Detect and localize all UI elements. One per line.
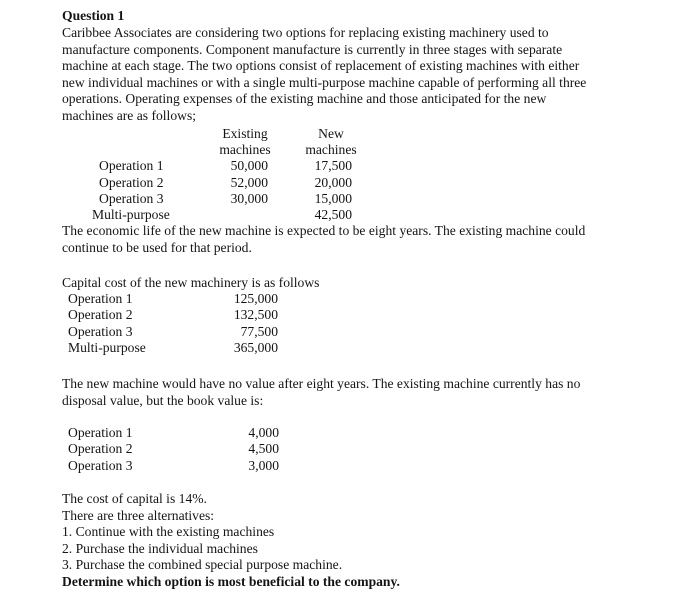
alternative-item: 1. Continue with the existing machines	[62, 524, 275, 540]
row-label: Operation 1	[99, 158, 164, 173]
capital-value: 125,000	[233, 291, 278, 306]
book-value: 4,500	[248, 441, 279, 456]
row-label: Operation 1	[68, 425, 133, 440]
intro-line: manufacture components. Component manufacture is currently in three stages with separate	[62, 41, 563, 57]
alternative-item: 3. Purchase the combined special purpose machine.	[62, 557, 343, 573]
intro-line: machines are as follows;	[62, 107, 197, 123]
existing-value: 52,000	[230, 175, 268, 190]
question-title: Question 1	[62, 8, 125, 23]
intro-line: machine at each stage. The two options consist of replacement of existing machines with either	[62, 58, 580, 74]
intro-paragraph	[62, 25, 586, 125]
economic-life-paragraph	[62, 223, 585, 256]
new-value: 17,500	[314, 158, 352, 173]
row-label: Operation 3	[99, 191, 164, 206]
closing-section	[62, 491, 400, 591]
cost-of-capital: The cost of capital is 14%.	[62, 491, 207, 506]
existing-value: 30,000	[230, 191, 268, 206]
life-line: The economic life of the new machine is expected to be eight years. The existing machine could	[62, 223, 586, 238]
capital-value: 132,500	[233, 307, 278, 322]
row-label: Multi-purpose	[68, 340, 146, 355]
book-line: disposal value, but the book value is:	[62, 392, 264, 408]
row-label: Operation 1	[68, 291, 133, 306]
capital-value: 77,500	[240, 324, 278, 339]
col-header-new: New	[318, 126, 344, 141]
new-value: 42,500	[314, 207, 352, 222]
row-label: Operation 2	[99, 175, 164, 190]
row-label: Operation 2	[68, 441, 133, 456]
col-header-existing: Existing	[222, 126, 268, 141]
col-header-new-2: machines	[305, 142, 357, 157]
capital-value: 365,000	[233, 340, 278, 355]
intro-line: operations. Operating expenses of the existing machine and those anticipated for the new	[62, 91, 547, 107]
life-line: continue to be used for that period.	[62, 239, 252, 255]
book-value-paragraph	[62, 376, 580, 409]
new-value: 20,000	[314, 175, 352, 190]
book-value: 4,000	[248, 425, 279, 440]
row-label: Multi-purpose	[92, 207, 170, 222]
alternatives-intro: There are three alternatives:	[62, 507, 215, 523]
capital-heading: Capital cost of the new machinery is as follows	[62, 275, 320, 290]
row-label: Operation 3	[68, 324, 133, 339]
row-label: Operation 2	[68, 307, 133, 322]
alternative-item: 2. Purchase the individual machines	[62, 540, 258, 556]
existing-value: 50,000	[230, 158, 268, 173]
instruction: Determine which option is most beneficial to the company.	[62, 573, 400, 589]
col-header-existing-2: machines	[219, 142, 271, 157]
book-value: 3,000	[248, 458, 279, 473]
intro-line: Caribbee Associates are considering two options for replacing existing machinery used to	[62, 25, 549, 40]
row-label: Operation 3	[68, 458, 133, 473]
book-line: The new machine would have no value after eight years. The existing machine currently has no	[62, 376, 581, 391]
intro-line: new individual machines or with a single multi-purpose machine capable of performing all three	[62, 74, 587, 90]
new-value: 15,000	[314, 191, 352, 206]
